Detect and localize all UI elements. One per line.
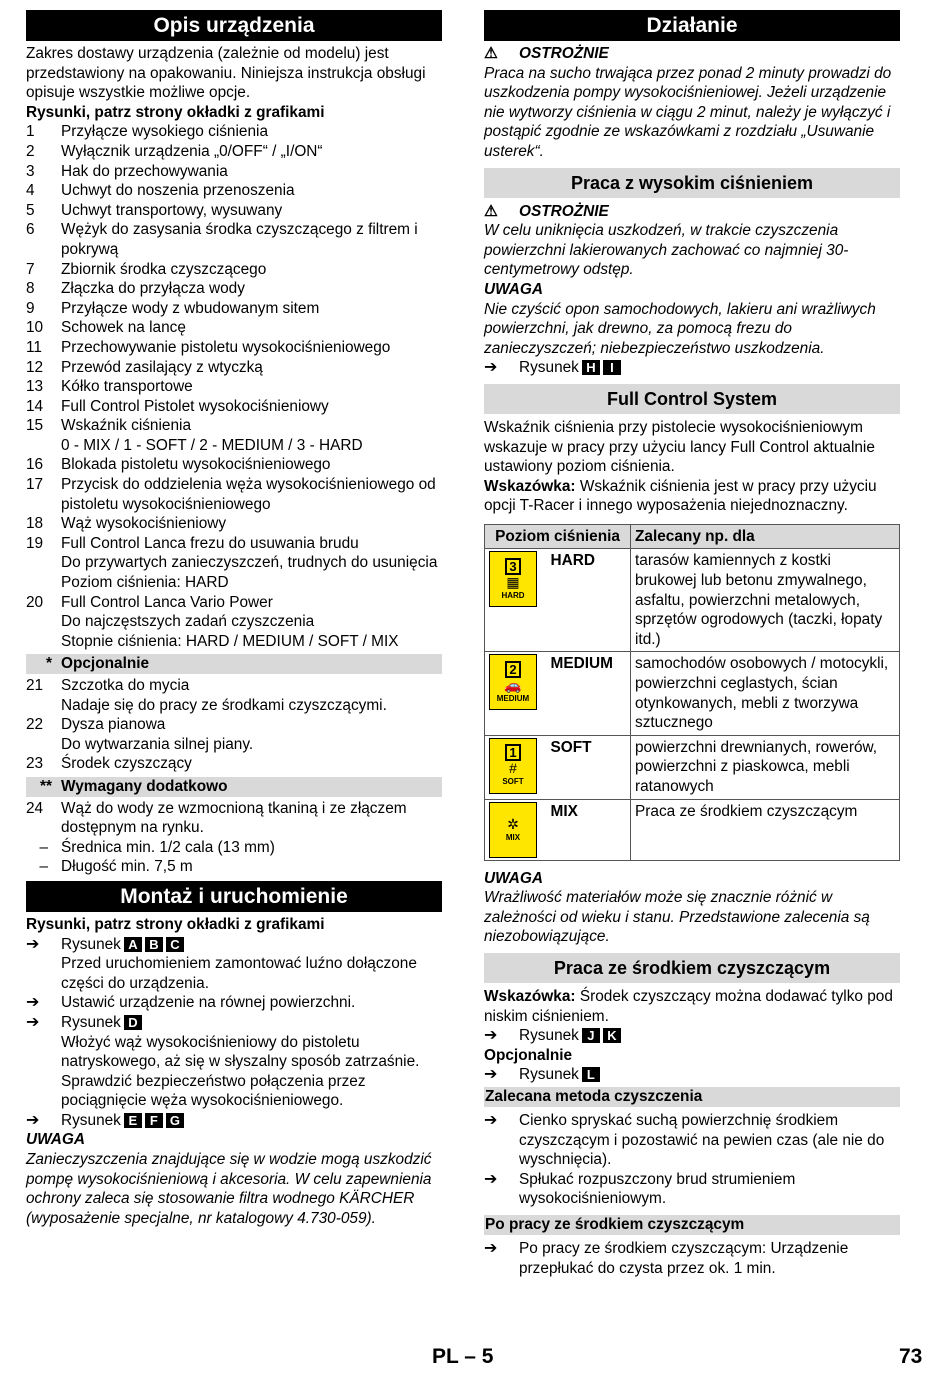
section-title-assembly: Montaż i uruchomienie [26, 881, 442, 912]
table-row [485, 652, 900, 735]
pressure-level: HARD [547, 549, 631, 652]
pressure-pictogram: ▦ [506, 573, 520, 590]
item-number: 11 [26, 338, 42, 356]
required-label: Wymagany dodatkowo [61, 777, 228, 795]
item-text: Wąż wysokociśnieniowy [61, 515, 227, 533]
list-item [26, 534, 442, 554]
list-item [26, 201, 442, 221]
item-text: Poziom ciśnienia: HARD [61, 574, 229, 592]
figure-ref: B [145, 937, 163, 952]
pressure-level-number: 3 [505, 558, 520, 575]
list-item-detail [26, 553, 442, 573]
section-title-detergent: Praca ze środkiem czyszczącym [484, 953, 900, 983]
pressure-level-icon [489, 654, 537, 710]
warning-icon: ⚠ [484, 202, 498, 220]
item-number: 6 [26, 221, 35, 239]
caution-2-header: ⚠ OSTROŻNIE [484, 202, 609, 220]
item-number [26, 632, 61, 652]
required-mark: ** [40, 777, 52, 795]
list-item [26, 142, 442, 162]
item-text: Dysza pianowa [61, 716, 166, 734]
item-number: 19 [26, 534, 44, 552]
dash-item: – Długość min. 7,5 m [39, 858, 193, 876]
table-row [485, 549, 900, 652]
note-1-title: UWAGA [484, 280, 543, 298]
dash-item: – Średnica min. 1/2 cala (13 mm) [39, 838, 275, 856]
arrow-icon: ➔ [484, 1111, 498, 1129]
pressure-pictogram: ✲ [507, 815, 519, 832]
assembly-step-4: ➔ Rysunek E F G [26, 1111, 442, 1131]
pressure-level-icon-label: HARD [501, 590, 525, 600]
warning-icon: ⚠ [484, 45, 498, 62]
footer-page-label: PL – 5 [432, 1345, 494, 1368]
figures-note: Rysunki, patrz strony okładki z grafikami [26, 103, 325, 121]
caution-1-text: Praca na sucho trwająca przez ponad 2 minuty prowadzi do uszkodzenia pompy wysokociśnieniowej. Jeżeli urządzenie nie wytworzy ciśnienia w ciągu 2 minut, należy je wyłączyć i postąpić zgodnie ze wskazówkami z rozdziału „Usuwanie usterek“. [484, 64, 892, 160]
note-1-text: Nie czyścić opon samochodowych, lakieru ani wrażliwych powierzchni, jak drewno, za pomocą frezu do zanieczyszczeń; niebezpieczeństwo uszkodzenia. [484, 300, 876, 357]
item-number: 7 [26, 260, 35, 278]
detergent-optional: Opcjonalnie [484, 1046, 573, 1064]
figure-ref: E [124, 1113, 142, 1128]
list-item [26, 715, 442, 735]
figure-ref: F [145, 1113, 163, 1128]
list-item-detail [26, 696, 442, 716]
item-number: 21 [26, 677, 44, 694]
pressure-level-number: 1 [505, 744, 520, 761]
list-item [26, 676, 442, 696]
list-item [26, 593, 442, 613]
item-text: Uchwyt do noszenia przenoszenia [61, 182, 295, 200]
item-number: 8 [26, 280, 35, 298]
list-item-detail [26, 573, 442, 593]
fcs-text: Wskaźnik ciśnienia przy pistolecie wysokociśnieniowym wskazuje w pracy przy użyciu lancy Full Control aktualnie ustawiony poziom ciśnienia. [484, 418, 875, 476]
list-item [26, 220, 442, 259]
item-number: 17 [26, 476, 44, 494]
item-number: 14 [26, 397, 44, 415]
assembly-step-1: ➔ Rysunek A B C [26, 935, 442, 955]
figure-ref: H [582, 360, 600, 375]
item-text: Schowek na lancę [61, 319, 186, 337]
item-number [26, 735, 61, 755]
figure-ref: K [603, 1028, 621, 1043]
list-item [26, 299, 442, 319]
item-text: Do przywartych zanieczyszczeń, trudnych do usunięcia [61, 554, 438, 572]
item-number: 16 [26, 456, 44, 474]
item-text: Do wytwarzania silnej piany. [61, 735, 254, 753]
figure-ref: J [582, 1028, 600, 1043]
item-text: Środek czyszczący [61, 755, 192, 773]
pressure-level-number: 2 [505, 661, 520, 678]
arrow-icon: ➔ [484, 1239, 498, 1257]
list-item [26, 397, 442, 417]
pressure-recommendation: samochodów osobowych / motocykli, powierzchni ceglastych, ścian otynkowanych, mebli z tworzywa sztucznego [631, 652, 900, 735]
section-title-description: Opis urządzenia [26, 10, 442, 41]
section-title-full-control: Full Control System [484, 384, 900, 414]
item-text: Przewód zasilający z wtyczką [61, 358, 263, 376]
assembly-step-3-text-2: Sprawdzić bezpieczeństwo połączenia przez pociągnięcie węża wysokociśnieniowego. [61, 1072, 366, 1110]
caution-2-text: W celu uniknięcia uszkodzeń, w trakcie czyszczenia powierzchni lakierowanych zachować co najmniej 30-centymetrowy odstęp. [484, 222, 849, 279]
item-text: Kółko transportowe [61, 378, 193, 396]
left-column [26, 10, 442, 1228]
item-number: 3 [26, 162, 35, 180]
item-number: 13 [26, 378, 44, 396]
item-number: 22 [26, 716, 44, 734]
item-number: 12 [26, 358, 44, 376]
optional-label: Opcjonalnie [61, 655, 150, 673]
pressure-pictogram: 🚗 [504, 676, 522, 693]
item-number: 20 [26, 593, 44, 611]
detergent-hint: Wskazówka: Środek czyszczący można dodawać tylko pod niskim ciśnieniem. [484, 987, 893, 1025]
table-row [485, 799, 900, 860]
item-text: Full Control Lanca frezu do usuwania brudu [61, 534, 359, 552]
pressure-recommendation: powierzchni drewnianych, rowerów, powierzchni z piaskowca, mebli ratanowych [631, 735, 900, 799]
pressure-level: MEDIUM [547, 652, 631, 735]
list-item [26, 455, 442, 475]
item-text: Full Control Pistolet wysokociśnieniowy [61, 397, 329, 415]
intro-text: Zakres dostawy urządzenia (zależnie od modelu) jest przedstawiony na opakowaniu. Niniejsza instrukcja obsługi opisuje wszystkie możliwe opcje. [26, 45, 426, 102]
item-number: 15 [26, 417, 44, 435]
item-text: Przyłącze wysokiego ciśnienia [61, 123, 269, 141]
footer-page-number: 73 [899, 1345, 923, 1368]
item-text: Szczotka do mycia [61, 677, 190, 694]
arrow-icon: ➔ [484, 1027, 498, 1045]
item-number: 10 [26, 319, 44, 337]
item-number: 5 [26, 201, 35, 219]
section-title-high-pressure: Praca z wysokim ciśnieniem [484, 168, 900, 198]
note-2-title: UWAGA [484, 869, 543, 887]
pressure-level: SOFT [547, 735, 631, 799]
section-title-operation: Działanie [484, 10, 900, 41]
required-list [26, 799, 442, 838]
figure-ref: C [166, 937, 184, 952]
pressure-level-icon [489, 551, 537, 607]
list-item [26, 338, 442, 358]
required-header [26, 777, 442, 797]
item-number: 1 [26, 123, 35, 141]
list-item-detail [26, 612, 442, 632]
item-text: Full Control Lanca Vario Power [61, 593, 273, 611]
assembly-step-2: ➔ Ustawić urządzenie na równej powierzchni. [26, 994, 356, 1012]
caution-1-header: ⚠ OSTROŻNIE [484, 45, 609, 62]
list-item [26, 754, 442, 774]
assembly-step-3-text-1: Włożyć wąż wysokociśnieniowy do pistoletu natryskowego, aż się w słyszalny sposób zatrzaśnie. [61, 1033, 420, 1071]
subsection-title-method: Zalecana metoda czyszczenia [484, 1087, 900, 1107]
pressure-level-icon-label: MIX [505, 832, 521, 842]
list-item [26, 260, 442, 280]
arrow-icon: ➔ [26, 994, 40, 1012]
item-number [26, 696, 61, 716]
figure-ref: I [603, 360, 621, 375]
figure-ref: A [124, 937, 142, 952]
figure-ref: D [124, 1015, 142, 1030]
item-text: Zbiornik środka czyszczącego [61, 260, 267, 278]
detergent-figure-ref: ➔ Rysunek J K [484, 1026, 900, 1046]
list-item [26, 279, 442, 299]
pressure-level-icon-label: MEDIUM [496, 693, 530, 703]
item-number: 18 [26, 515, 44, 533]
pressure-pictogram: # [509, 760, 517, 777]
figure-ref: G [166, 1113, 184, 1128]
assembly-step-1-text: Przed uruchomieniem zamontować luźno dołączone części do urządzenia. [61, 955, 417, 992]
pressure-table [484, 524, 900, 861]
item-number: 24 [26, 799, 44, 817]
assembly-figures-note: Rysunki, patrz strony okładki z grafikami [26, 915, 325, 933]
detergent-optional-figure-ref: ➔ Rysunek L [484, 1065, 900, 1085]
list-item [26, 377, 442, 397]
parts-list [26, 122, 442, 651]
item-text: Przechowywanie pistoletu wysokociśnieniowego [61, 338, 391, 356]
list-item [26, 181, 442, 201]
figure-ref: L [582, 1067, 600, 1082]
item-text: Przycisk do oddzielenia węża wysokociśnieniowego od pistoletu wysokociśnieniowego [61, 476, 436, 513]
table-header-recommended: Zalecany np. dla [631, 524, 900, 549]
arrow-icon: ➔ [26, 1111, 40, 1129]
arrow-icon: ➔ [26, 1013, 40, 1031]
optional-mark: * [46, 655, 52, 673]
fcs-hint: Wskazówka: Wskaźnik ciśnienia jest w pracy przy użyciu opcji T-Racer i innego wyposażenia niejednoznaczny. [484, 477, 877, 515]
item-number: 4 [26, 182, 35, 200]
list-item [26, 122, 442, 142]
item-text: Wężyk do zasysania środka czyszczącego z filtrem i pokrywą [61, 221, 418, 258]
item-number [26, 612, 61, 632]
after-step: ➔ Po pracy ze środkiem czyszczącym: Urządzenie przepłukać do czysta przez ok. 1 min. [484, 1239, 849, 1277]
item-number [26, 553, 61, 573]
optional-list [26, 676, 442, 774]
pressure-recommendation: tarasów kamiennych z kostki brukowej lub betonu zmywalnego, asfaltu, powierzchni metalowych, sprzętów ogrodowych (taczki, łopaty itd.) [631, 549, 900, 652]
item-text: Do najczęstszych zadań czyszczenia [61, 613, 315, 631]
list-item-detail [26, 735, 442, 755]
pressure-level-icon [489, 738, 537, 794]
item-number [26, 436, 61, 456]
assembly-step-3: ➔ Rysunek D [26, 1013, 442, 1033]
item-text: Wyłącznik urządzenia „0/OFF“ / „I/ON“ [61, 142, 323, 160]
right-column [484, 10, 900, 1278]
item-text: Złączka do przyłącza wody [61, 280, 245, 298]
assembly-note-text: Zanieczyszczenia znajdujące się w wodzie mogą uszkodzić pompę wysokociśnieniową i akcesoria. W celu zapewnienia ochrony zaleca się stosowanie filtra wodnego KÄRCHER (wyposażenie specjalne, nr katalogowy 4.730-059). [26, 1151, 432, 1227]
list-item [26, 799, 442, 838]
arrow-icon: ➔ [26, 935, 40, 953]
item-text: Blokada pistoletu wysokociśnieniowego [61, 456, 331, 474]
list-item [26, 358, 442, 378]
item-text: Stopnie ciśnienia: HARD / MEDIUM / SOFT / MIX [61, 632, 399, 650]
item-text: Wskaźnik ciśnienia [61, 417, 192, 435]
table-row [485, 735, 900, 799]
item-number: 9 [26, 299, 35, 317]
list-item [26, 475, 442, 514]
arrow-icon: ➔ [484, 1066, 498, 1084]
item-text: Przyłącze wody z wbudowanym sitem [61, 299, 320, 317]
arrow-icon: ➔ [484, 359, 498, 377]
list-item [26, 318, 442, 338]
item-number: 2 [26, 142, 35, 160]
note-2-text: Wrażliwość materiałów może się znacznie różnić w zależności od wieku i stanu. Przedstawione zalecenia są niezobowiązujące. [484, 889, 870, 946]
list-item [26, 514, 442, 534]
item-number: 23 [26, 755, 44, 773]
pressure-recommendation: Praca ze środkiem czyszczącym [631, 799, 900, 860]
item-number [26, 573, 61, 593]
item-text: Hak do przechowywania [61, 162, 228, 180]
arrow-icon: ➔ [484, 1170, 498, 1188]
hp-figure-ref: ➔ Rysunek H I [484, 358, 900, 378]
optional-header [26, 654, 442, 674]
method-step: ➔ Cienko spryskać suchą powierzchnię środkiem czyszczącym i pozostawić na pewien czas (ale nie do wyschnięcia). [484, 1111, 885, 1169]
assembly-note-title: UWAGA [26, 1131, 85, 1149]
item-text: 0 - MIX / 1 - SOFT / 2 - MEDIUM / 3 - HARD [61, 436, 363, 454]
table-header-level: Poziom ciśnienia [485, 524, 631, 549]
list-item-detail [26, 632, 442, 652]
list-item [26, 416, 442, 436]
item-text: Wąż do wody ze wzmocnioną tkaniną i ze złączem dostępnym na rynku. [61, 799, 407, 837]
subsection-title-after: Po pracy ze środkiem czyszczącym [484, 1215, 900, 1235]
list-item [26, 162, 442, 182]
method-step: ➔ Spłukać rozpuszczony brud strumieniem wysokociśnieniowym. [484, 1170, 796, 1208]
item-text: Uchwyt transportowy, wysuwany [61, 201, 283, 219]
pressure-level-icon [489, 802, 537, 858]
pressure-level-icon-label: SOFT [502, 777, 524, 787]
pressure-level: MIX [547, 799, 631, 860]
item-text: Nadaje się do pracy ze środkami czyszczącymi. [61, 696, 387, 714]
list-item-detail [26, 436, 442, 456]
